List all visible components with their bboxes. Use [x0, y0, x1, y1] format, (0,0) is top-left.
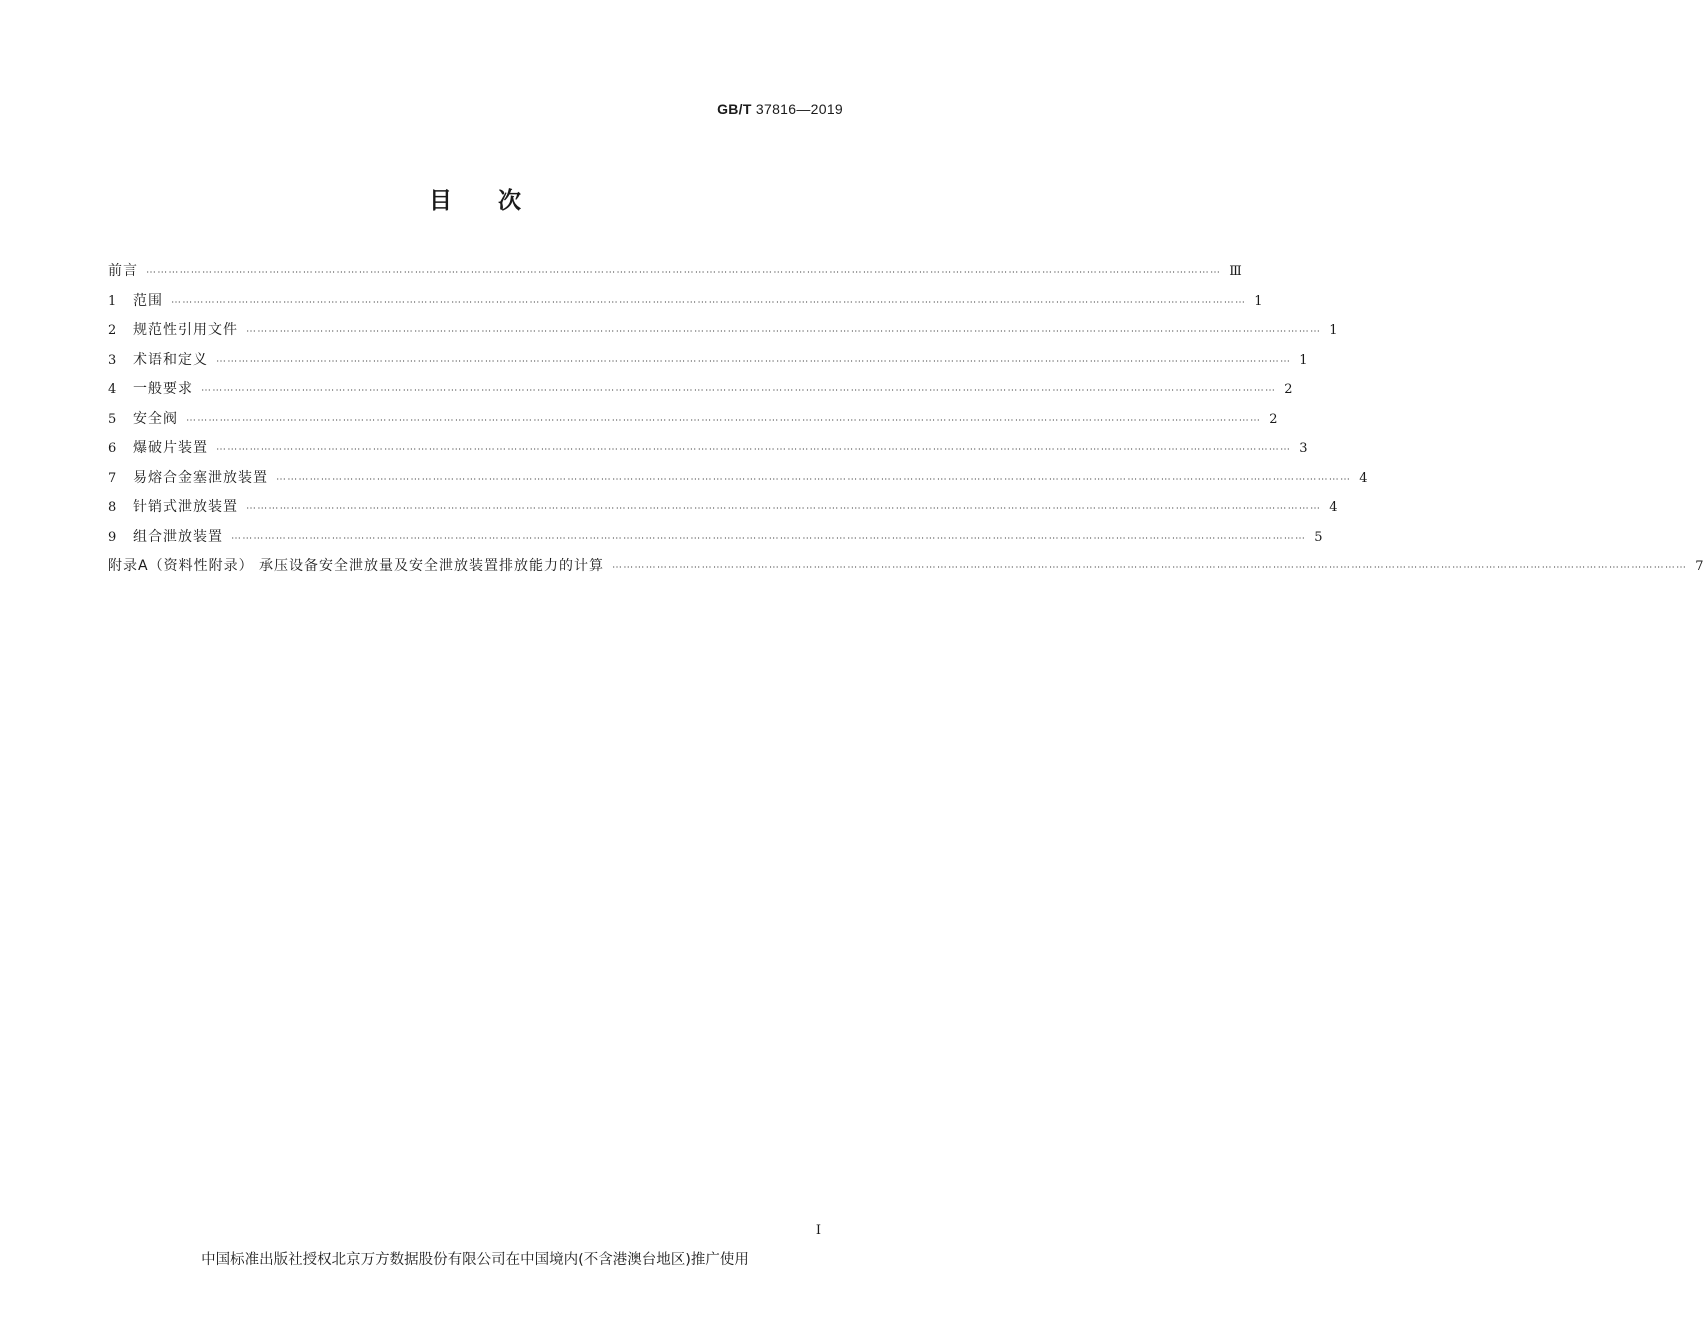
toc-entry-1[interactable] — [108, 289, 1263, 319]
toc-dot-leader: ⋯⋯⋯⋯⋯⋯⋯⋯⋯⋯⋯⋯⋯⋯⋯⋯⋯⋯⋯⋯⋯⋯⋯⋯⋯⋯⋯⋯⋯⋯⋯⋯⋯⋯⋯⋯⋯⋯⋯⋯⋯⋯⋯⋯⋯⋯⋯⋯⋯⋯⋯⋯⋯⋯⋯⋯⋯⋯⋯⋯⋯⋯⋯⋯⋯⋯⋯⋯⋯⋯⋯⋯⋯⋯⋯⋯⋯⋯⋯⋯⋯⋯⋯⋯⋯⋯⋯⋯⋯⋯⋯⋯⋯⋯⋯⋯ — [186, 414, 1262, 426]
toc-entry-number: 8 — [108, 500, 117, 515]
standard-number: 37816—2019 — [755, 101, 843, 117]
toc-entry-9[interactable] — [108, 525, 1323, 555]
toc-entry-label: 一般要求 — [133, 381, 193, 397]
page-number: Ⅰ — [815, 1223, 821, 1238]
toc-entry-label: 组合泄放装置 — [133, 528, 223, 545]
toc-entry-page: 3 — [1299, 441, 1308, 456]
toc-entry-label: 针销式泄放装置 — [133, 499, 238, 515]
toc-entry-label: 前言 — [108, 263, 138, 279]
toc-entry-5[interactable] — [108, 407, 1278, 437]
distribution-notice: 中国标准出版社授权北京万方数据股份有限公司在中国境内(不含港澳台地区)推广使用 — [201, 1252, 749, 1268]
toc-entry-page: 2 — [1269, 411, 1278, 427]
table-of-contents — [108, 259, 1704, 584]
toc-entry-8[interactable] — [108, 495, 1338, 525]
toc-entry-number: 2 — [108, 323, 117, 338]
toc-dot-leader: ⋯⋯⋯⋯⋯⋯⋯⋯⋯⋯⋯⋯⋯⋯⋯⋯⋯⋯⋯⋯⋯⋯⋯⋯⋯⋯⋯⋯⋯⋯⋯⋯⋯⋯⋯⋯⋯⋯⋯⋯⋯⋯⋯⋯⋯⋯⋯⋯⋯⋯⋯⋯⋯⋯⋯⋯⋯⋯⋯⋯⋯⋯⋯⋯⋯⋯⋯⋯⋯⋯⋯⋯⋯⋯⋯⋯⋯⋯⋯⋯⋯⋯⋯⋯⋯⋯⋯⋯⋯⋯⋯⋯⋯⋯⋯⋯ — [246, 326, 1322, 337]
toc-entry-page: 7 — [1695, 559, 1704, 574]
toc-entry-3[interactable] — [108, 348, 1308, 378]
toc-entry-number: 4 — [108, 382, 117, 397]
toc-dot-leader: ⋯⋯⋯⋯⋯⋯⋯⋯⋯⋯⋯⋯⋯⋯⋯⋯⋯⋯⋯⋯⋯⋯⋯⋯⋯⋯⋯⋯⋯⋯⋯⋯⋯⋯⋯⋯⋯⋯⋯⋯⋯⋯⋯⋯⋯⋯⋯⋯⋯⋯⋯⋯⋯⋯⋯⋯⋯⋯⋯⋯⋯⋯⋯⋯⋯⋯⋯⋯⋯⋯⋯⋯⋯⋯⋯⋯⋯⋯⋯⋯⋯⋯⋯⋯⋯⋯⋯⋯⋯⋯⋯⋯⋯⋯⋯⋯ — [246, 503, 1322, 514]
toc-entry-4[interactable] — [108, 377, 1293, 407]
toc-entry-number: 6 — [108, 441, 117, 456]
toc-entry-number: 5 — [108, 411, 117, 427]
toc-entry-page: 1 — [1299, 352, 1308, 368]
toc-entry-page: 2 — [1284, 382, 1293, 397]
toc-entry-page: 5 — [1314, 529, 1323, 545]
toc-entry-number: 1 — [108, 293, 117, 309]
toc-dot-leader: ⋯⋯⋯⋯⋯⋯⋯⋯⋯⋯⋯⋯⋯⋯⋯⋯⋯⋯⋯⋯⋯⋯⋯⋯⋯⋯⋯⋯⋯⋯⋯⋯⋯⋯⋯⋯⋯⋯⋯⋯⋯⋯⋯⋯⋯⋯⋯⋯⋯⋯⋯⋯⋯⋯⋯⋯⋯⋯⋯⋯⋯⋯⋯⋯⋯⋯⋯⋯⋯⋯⋯⋯⋯⋯⋯⋯⋯⋯⋯⋯⋯⋯⋯⋯⋯⋯⋯⋯⋯⋯⋯⋯⋯⋯⋯⋯ — [146, 267, 1222, 278]
standard-code — [717, 101, 843, 117]
standard-prefix: GB/T — [717, 101, 752, 117]
toc-entry-label: 易熔合金塞泄放装置 — [133, 469, 268, 486]
toc-dot-leader: ⋯⋯⋯⋯⋯⋯⋯⋯⋯⋯⋯⋯⋯⋯⋯⋯⋯⋯⋯⋯⋯⋯⋯⋯⋯⋯⋯⋯⋯⋯⋯⋯⋯⋯⋯⋯⋯⋯⋯⋯⋯⋯⋯⋯⋯⋯⋯⋯⋯⋯⋯⋯⋯⋯⋯⋯⋯⋯⋯⋯⋯⋯⋯⋯⋯⋯⋯⋯⋯⋯⋯⋯⋯⋯⋯⋯⋯⋯⋯⋯⋯⋯⋯⋯⋯⋯⋯⋯⋯⋯⋯⋯⋯⋯⋯⋯ — [171, 296, 1247, 308]
toc-dot-leader: ⋯⋯⋯⋯⋯⋯⋯⋯⋯⋯⋯⋯⋯⋯⋯⋯⋯⋯⋯⋯⋯⋯⋯⋯⋯⋯⋯⋯⋯⋯⋯⋯⋯⋯⋯⋯⋯⋯⋯⋯⋯⋯⋯⋯⋯⋯⋯⋯⋯⋯⋯⋯⋯⋯⋯⋯⋯⋯⋯⋯⋯⋯⋯⋯⋯⋯⋯⋯⋯⋯⋯⋯⋯⋯⋯⋯⋯⋯⋯⋯⋯⋯⋯⋯⋯⋯⋯⋯⋯⋯⋯⋯⋯⋯⋯⋯ — [231, 532, 1307, 544]
toc-entry-page: Ⅲ — [1229, 264, 1242, 279]
toc-dot-leader: ⋯⋯⋯⋯⋯⋯⋯⋯⋯⋯⋯⋯⋯⋯⋯⋯⋯⋯⋯⋯⋯⋯⋯⋯⋯⋯⋯⋯⋯⋯⋯⋯⋯⋯⋯⋯⋯⋯⋯⋯⋯⋯⋯⋯⋯⋯⋯⋯⋯⋯⋯⋯⋯⋯⋯⋯⋯⋯⋯⋯⋯⋯⋯⋯⋯⋯⋯⋯⋯⋯⋯⋯⋯⋯⋯⋯⋯⋯⋯⋯⋯⋯⋯⋯⋯⋯⋯⋯⋯⋯⋯⋯⋯⋯⋯⋯ — [216, 355, 1292, 367]
toc-entry-6[interactable] — [108, 436, 1308, 466]
toc-entry-2[interactable] — [108, 318, 1338, 348]
toc-entry-label: 爆破片装置 — [133, 440, 208, 456]
page-title: 目次 — [429, 188, 567, 214]
toc-dot-leader: ⋯⋯⋯⋯⋯⋯⋯⋯⋯⋯⋯⋯⋯⋯⋯⋯⋯⋯⋯⋯⋯⋯⋯⋯⋯⋯⋯⋯⋯⋯⋯⋯⋯⋯⋯⋯⋯⋯⋯⋯⋯⋯⋯⋯⋯⋯⋯⋯⋯⋯⋯⋯⋯⋯⋯⋯⋯⋯⋯⋯⋯⋯⋯⋯⋯⋯⋯⋯⋯⋯⋯⋯⋯⋯⋯⋯⋯⋯⋯⋯⋯⋯⋯⋯⋯⋯⋯⋯⋯⋯⋯⋯⋯⋯⋯⋯ — [276, 473, 1352, 485]
toc-entry-page: 1 — [1329, 323, 1338, 338]
toc-entry-7[interactable] — [108, 466, 1368, 496]
toc-entry-page: 1 — [1254, 293, 1263, 309]
toc-entry-label: 安全阀 — [133, 410, 178, 427]
toc-entry-page: 4 — [1329, 500, 1338, 515]
toc-entry-appendix-a[interactable] — [108, 554, 1704, 584]
toc-dot-leader: ⋯⋯⋯⋯⋯⋯⋯⋯⋯⋯⋯⋯⋯⋯⋯⋯⋯⋯⋯⋯⋯⋯⋯⋯⋯⋯⋯⋯⋯⋯⋯⋯⋯⋯⋯⋯⋯⋯⋯⋯⋯⋯⋯⋯⋯⋯⋯⋯⋯⋯⋯⋯⋯⋯⋯⋯⋯⋯⋯⋯⋯⋯⋯⋯⋯⋯⋯⋯⋯⋯⋯⋯⋯⋯⋯⋯⋯⋯⋯⋯⋯⋯⋯⋯⋯⋯⋯⋯⋯⋯⋯⋯⋯⋯⋯⋯ — [201, 385, 1277, 396]
toc-entry-label: 规范性引用文件 — [133, 322, 238, 338]
toc-entry-number: 9 — [108, 529, 117, 545]
toc-entry-number: 3 — [108, 352, 117, 368]
toc-entry-label: 范围 — [133, 292, 163, 309]
toc-entry-label: 术语和定义 — [133, 351, 208, 368]
toc-entry-preface[interactable] — [108, 259, 1242, 289]
toc-dot-leader: ⋯⋯⋯⋯⋯⋯⋯⋯⋯⋯⋯⋯⋯⋯⋯⋯⋯⋯⋯⋯⋯⋯⋯⋯⋯⋯⋯⋯⋯⋯⋯⋯⋯⋯⋯⋯⋯⋯⋯⋯⋯⋯⋯⋯⋯⋯⋯⋯⋯⋯⋯⋯⋯⋯⋯⋯⋯⋯⋯⋯⋯⋯⋯⋯⋯⋯⋯⋯⋯⋯⋯⋯⋯⋯⋯⋯⋯⋯⋯⋯⋯⋯⋯⋯⋯⋯⋯⋯⋯⋯⋯⋯⋯⋯⋯⋯ — [216, 444, 1292, 455]
toc-entry-number: 7 — [108, 470, 117, 486]
toc-dot-leader: ⋯⋯⋯⋯⋯⋯⋯⋯⋯⋯⋯⋯⋯⋯⋯⋯⋯⋯⋯⋯⋯⋯⋯⋯⋯⋯⋯⋯⋯⋯⋯⋯⋯⋯⋯⋯⋯⋯⋯⋯⋯⋯⋯⋯⋯⋯⋯⋯⋯⋯⋯⋯⋯⋯⋯⋯⋯⋯⋯⋯⋯⋯⋯⋯⋯⋯⋯⋯⋯⋯⋯⋯⋯⋯⋯⋯⋯⋯⋯⋯⋯⋯⋯⋯⋯⋯⋯⋯⋯⋯⋯⋯⋯⋯⋯⋯ — [612, 562, 1688, 573]
toc-entry-page: 4 — [1359, 470, 1368, 486]
toc-entry-label: 附录A（资料性附录） 承压设备安全泄放量及安全泄放装置排放能力的计算 — [108, 558, 605, 574]
